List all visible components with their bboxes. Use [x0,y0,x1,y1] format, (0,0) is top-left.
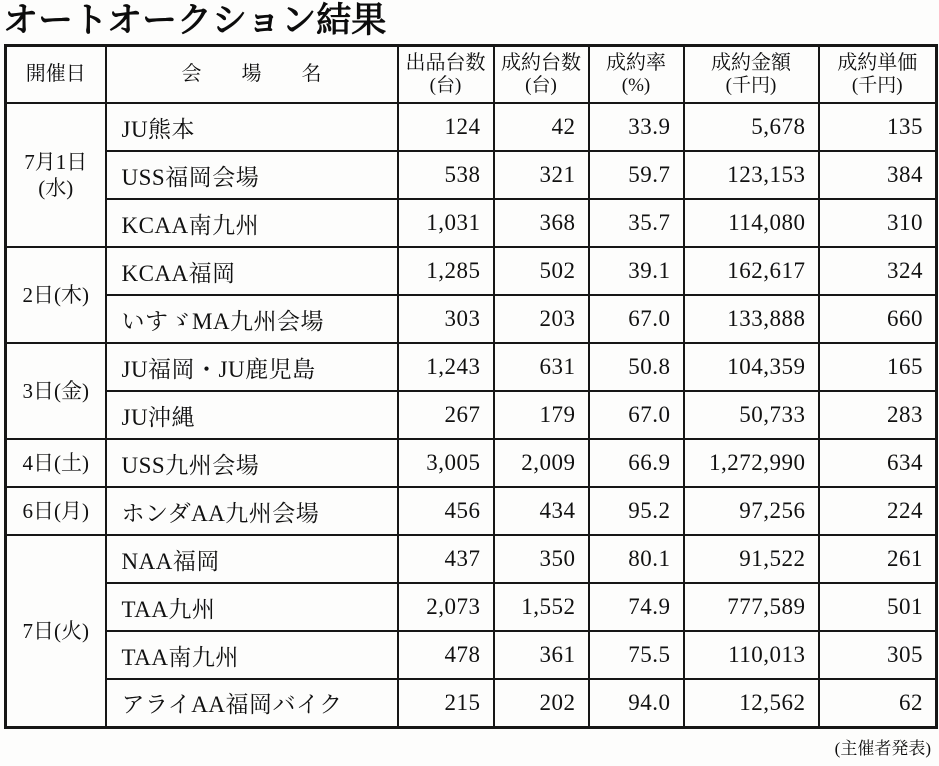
amount-cell: 133,888 [684,295,819,343]
col-header-date [6,45,106,103]
table-row [6,631,937,679]
rate-cell: 50.8 [589,343,684,391]
rate-cell: 66.9 [589,439,684,487]
amount-cell: 114,080 [684,199,819,247]
venue-cell: JU熊本 [106,103,398,151]
date-cell: 7日(火) [6,535,106,727]
col-header-venue [106,45,398,103]
col-header-unit-price [819,45,937,103]
col-header-sold-label: 成約台数 [501,51,581,74]
page-title: オートオークション結果 [3,1,387,40]
date-line1: 7月1日 [24,149,88,174]
unit-price-cell: 283 [819,391,937,439]
col-header-rate-label: 成約率 [606,51,666,74]
table-row [6,247,937,295]
amount-cell: 110,013 [684,631,819,679]
col-header-unit-price-unit: (千円) [851,74,903,96]
listed-cell: 3,005 [398,439,494,487]
sold-cell: 1,552 [494,583,589,631]
listed-cell: 124 [398,103,494,151]
rate-cell: 67.0 [589,391,684,439]
amount-cell: 50,733 [684,391,819,439]
rate-cell: 39.1 [589,247,684,295]
auction-results-table [4,44,938,729]
sold-cell: 361 [494,631,589,679]
rate-cell: 74.9 [589,583,684,631]
listed-cell: 478 [398,631,494,679]
date-line2: (水) [38,176,74,200]
rate-cell: 75.5 [589,631,684,679]
amount-cell: 12,562 [684,679,819,727]
listed-cell: 437 [398,535,494,583]
listed-cell: 2,073 [398,583,494,631]
table-row [6,487,937,535]
listed-cell: 1,285 [398,247,494,295]
unit-price-cell: 305 [819,631,937,679]
amount-cell: 1,272,990 [684,439,819,487]
sold-cell: 2,009 [494,439,589,487]
col-header-venue-label: 会 場 名 [181,62,322,85]
col-header-rate-unit: (%) [621,74,651,96]
listed-cell: 215 [398,679,494,727]
amount-cell: 162,617 [684,247,819,295]
sold-cell: 179 [494,391,589,439]
venue-cell: KCAA南九州 [106,199,398,247]
sold-cell: 42 [494,103,589,151]
sold-cell: 321 [494,151,589,199]
date-cell: 3日(金) [6,343,106,439]
col-header-amount-unit: (千円) [725,74,777,96]
venue-cell: ホンダAA九州会場 [106,487,398,535]
col-header-unit-price-label: 成約単価 [837,51,918,74]
venue-cell: TAA南九州 [106,631,398,679]
table-row [6,391,937,439]
col-header-listed-label: 出品台数 [405,51,486,74]
unit-price-cell: 660 [819,295,937,343]
rate-cell: 94.0 [589,679,684,727]
unit-price-cell: 62 [819,679,937,727]
unit-price-cell: 324 [819,247,937,295]
date-cell [6,103,106,247]
unit-price-cell: 135 [819,103,937,151]
amount-cell: 104,359 [684,343,819,391]
sold-cell: 502 [494,247,589,295]
venue-cell: NAA福岡 [106,535,398,583]
venue-cell: JU沖縄 [106,391,398,439]
col-header-sold-unit: (台) [525,74,557,96]
venue-cell: JU福岡・JU鹿児島 [106,343,398,391]
unit-price-cell: 224 [819,487,937,535]
amount-cell: 123,153 [684,151,819,199]
unit-price-cell: 310 [819,199,937,247]
sold-cell: 202 [494,679,589,727]
sold-cell: 203 [494,295,589,343]
unit-price-cell: 165 [819,343,937,391]
rate-cell: 95.2 [589,487,684,535]
date-cell: 2日(木) [6,247,106,343]
sold-cell: 434 [494,487,589,535]
unit-price-cell: 261 [819,535,937,583]
table-row [6,679,937,727]
venue-cell: TAA九州 [106,583,398,631]
rate-cell: 80.1 [589,535,684,583]
table-row [6,199,937,247]
venue-cell: アライAA福岡バイク [106,679,398,727]
listed-cell: 1,243 [398,343,494,391]
rate-cell: 35.7 [589,199,684,247]
table-row [6,535,937,583]
unit-price-cell: 384 [819,151,937,199]
amount-cell: 777,589 [684,583,819,631]
rate-cell: 59.7 [589,151,684,199]
venue-cell: KCAA福岡 [106,247,398,295]
table-row [6,151,937,199]
listed-cell: 303 [398,295,494,343]
rate-cell: 67.0 [589,295,684,343]
col-header-listed [398,45,494,103]
venue-cell: いすゞMA九州会場 [106,295,398,343]
col-header-date-label: 開催日 [25,62,86,85]
rate-cell: 33.9 [589,103,684,151]
venue-cell: USS福岡会場 [106,151,398,199]
unit-price-cell: 501 [819,583,937,631]
venue-cell: USS九州会場 [106,439,398,487]
amount-cell: 5,678 [684,103,819,151]
unit-price-cell: 634 [819,439,937,487]
sold-cell: 368 [494,199,589,247]
table-row [6,583,937,631]
table-row [6,295,937,343]
sold-cell: 350 [494,535,589,583]
sold-cell: 631 [494,343,589,391]
amount-cell: 97,256 [684,487,819,535]
col-header-amount [684,45,819,103]
listed-cell: 456 [398,487,494,535]
table-row [6,103,937,151]
date-cell: 6日(月) [6,487,106,535]
listed-cell: 267 [398,391,494,439]
table-row [6,343,937,391]
listed-cell: 1,031 [398,199,494,247]
date-cell: 4日(土) [6,439,106,487]
col-header-rate [589,45,684,103]
col-header-listed-unit: (台) [429,74,462,96]
amount-cell: 91,522 [684,535,819,583]
table-row [6,439,937,487]
col-header-sold [494,45,589,103]
listed-cell: 538 [398,151,494,199]
col-header-amount-label: 成約金額 [711,51,791,74]
table-header-row [6,45,937,103]
source-note: (主催者発表) [834,738,931,758]
